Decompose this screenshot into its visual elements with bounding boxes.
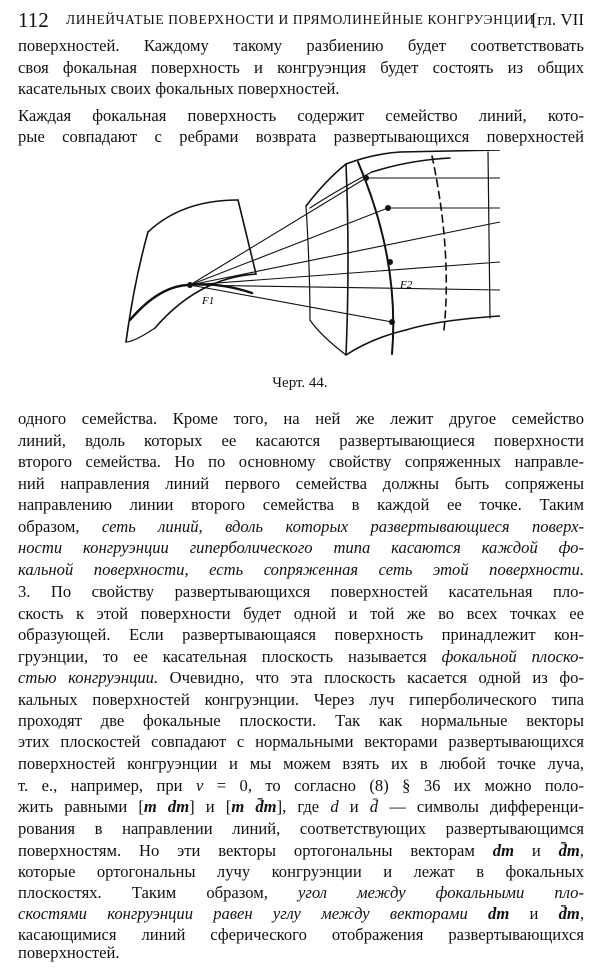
line-text: жить равными [	[18, 797, 144, 816]
emphasis-text: стью конгруэнции.	[18, 668, 159, 687]
emphasis-text: d̄	[369, 797, 379, 816]
text-line	[18, 647, 584, 667]
emphasis-text: скостями конгруэнции равен углу между векторами	[18, 904, 489, 923]
line-text: рования в направлении линий, соответствующих развертывающимся	[18, 819, 584, 838]
line-text: кальных поверхностей конгруэнции. Через луч гиперболического типа	[18, 690, 584, 709]
text-line	[18, 732, 584, 752]
line-text: своя фокальная поверхность и конгруэнция будет состоять из общих	[18, 58, 584, 77]
line-text: Очевидно, что эта плоскость касается одной из фо-	[158, 668, 584, 687]
emphasis-text: m d̄m	[231, 797, 277, 816]
line-text: проходят две фокальные плоскости. Так как нормальные векторы	[18, 711, 584, 730]
running-title: ЛИНЕЙЧАТЫЕ ПОВЕРХНОСТИ И ПРЯМОЛИНЕЙНЫЕ КОНГРУЭНЦИИ	[66, 12, 535, 27]
emphasis-text: d̄m	[558, 904, 580, 923]
text-line	[18, 452, 584, 472]
figure-caption: Черт. 44.	[272, 375, 328, 391]
text-line	[18, 797, 584, 817]
text-line	[18, 925, 584, 945]
text-line	[18, 127, 584, 147]
text-line	[18, 690, 584, 710]
focal-point	[389, 319, 395, 325]
focal-point	[385, 205, 391, 211]
text-line	[18, 776, 584, 796]
text-line	[18, 79, 584, 99]
line-text: = 0, то согласно (8) § 36 их можно поло-	[203, 776, 584, 795]
line-text: поверхностей. Каждому такому разбиению будет соответствовать	[18, 36, 584, 55]
text-line	[18, 883, 584, 903]
line-text: поверхностям. Но эти векторы ортогональны векторам	[18, 841, 493, 860]
line-text: груэнции, то ее касательная плоскость называется	[18, 647, 442, 666]
line-text: ,	[579, 904, 584, 923]
figure-drawing	[110, 150, 500, 375]
text-line	[18, 819, 584, 839]
emphasis-text: d	[330, 797, 339, 816]
text-line	[18, 474, 584, 494]
text-line	[18, 495, 584, 515]
line-text: т. е., например, при	[18, 776, 196, 795]
figure-44	[110, 150, 500, 375]
emphasis-text: dm	[488, 904, 510, 923]
line-text: которые ортогональны лучу конгруэнции и лежат в фокальных	[18, 862, 584, 881]
emphasis-text: d̄m	[558, 841, 580, 860]
line-text: Каждая фокальная поверхность содержит семейство линий, кото-	[18, 106, 584, 125]
text-line	[18, 862, 584, 882]
line-text: плоскостях. Таким образом,	[18, 883, 298, 902]
line-text: и	[509, 904, 559, 923]
line-text: второго семейства. Но по основному свойству сопряженных направле-	[18, 452, 584, 471]
emphasis-text: dm	[492, 841, 514, 860]
emphasis-text: v	[195, 776, 204, 795]
text-line	[18, 409, 584, 429]
line-text: направлению линии второго семейства в каждой ее точке. Таким	[18, 495, 584, 514]
chapter-reference: [гл. VII	[531, 10, 584, 29]
line-text: 3. По свойству развертывающихся поверхностей касательная пло-	[18, 582, 584, 601]
line-text: — символы дифференци-	[378, 797, 584, 816]
text-line	[18, 604, 584, 624]
line-text: ], где	[276, 797, 331, 816]
page-number: 112	[18, 8, 49, 32]
line-text: и	[513, 841, 559, 860]
text-line	[18, 711, 584, 731]
line-text: рые совпадают с ребрами возврата развертывающихся поверхностей	[18, 127, 584, 146]
emphasis-text: сеть линий, вдоль которых развертывающиеся поверх-	[101, 517, 584, 536]
line-text: образующей. Если развертывающаяся поверхность принадлежит кон-	[18, 625, 584, 644]
line-text: касательных своих фокальных поверхностей.	[18, 79, 340, 98]
label-f1: F1	[202, 295, 215, 307]
text-line	[18, 538, 584, 558]
line-text: скость к этой поверхности будет одной и той же во всех точках ее	[18, 604, 584, 623]
text-line	[18, 904, 584, 924]
label-f2: F2	[400, 279, 413, 291]
line-text: образом,	[18, 517, 102, 536]
line-text: ,	[579, 841, 584, 860]
line-text: одного семейства. Кроме того, на ней же лежит другое семейство	[18, 409, 584, 428]
text-line	[18, 668, 584, 688]
text-line	[18, 36, 584, 56]
line-text: этих плоскостей совпадают с нормальными векторами развертывающихся	[18, 732, 584, 751]
line-text: ] и [	[189, 797, 232, 816]
line-text: поверхностей.	[18, 943, 120, 962]
focal-point-f1	[187, 282, 193, 288]
focal-point	[387, 259, 393, 265]
text-line	[18, 754, 584, 774]
text-line	[18, 625, 584, 645]
text-line	[18, 841, 584, 861]
text-line	[18, 431, 584, 451]
text-line	[18, 560, 584, 580]
emphasis-text: кальной поверхности, есть сопряженная сеть этой поверхности.	[18, 560, 584, 579]
emphasis-text: угол между фокальными пло-	[297, 883, 584, 902]
emphasis-text: фокальной плоско-	[441, 647, 584, 666]
line-text: ний направления линий первого семейства должны быть сопряжены	[18, 474, 584, 493]
text-line	[18, 943, 584, 963]
page-header	[18, 8, 584, 32]
text-line	[18, 582, 584, 602]
emphasis-text: m dm	[143, 797, 190, 816]
line-text: линий, вдоль которых ее касаются развертывающиеся поверхности	[18, 431, 584, 450]
line-text: касающимися линий сферического отображения развертывающихся	[18, 925, 584, 944]
text-line	[18, 58, 584, 78]
line-text: поверхностей конгруэнции и мы можем взять их в любой точке луча,	[18, 754, 584, 773]
emphasis-text: ности конгруэнции гиперболического типа касаются каждой фо-	[18, 538, 584, 557]
focal-point	[363, 175, 369, 181]
text-line	[18, 517, 584, 537]
text-line	[18, 106, 584, 126]
line-text: и	[338, 797, 370, 816]
